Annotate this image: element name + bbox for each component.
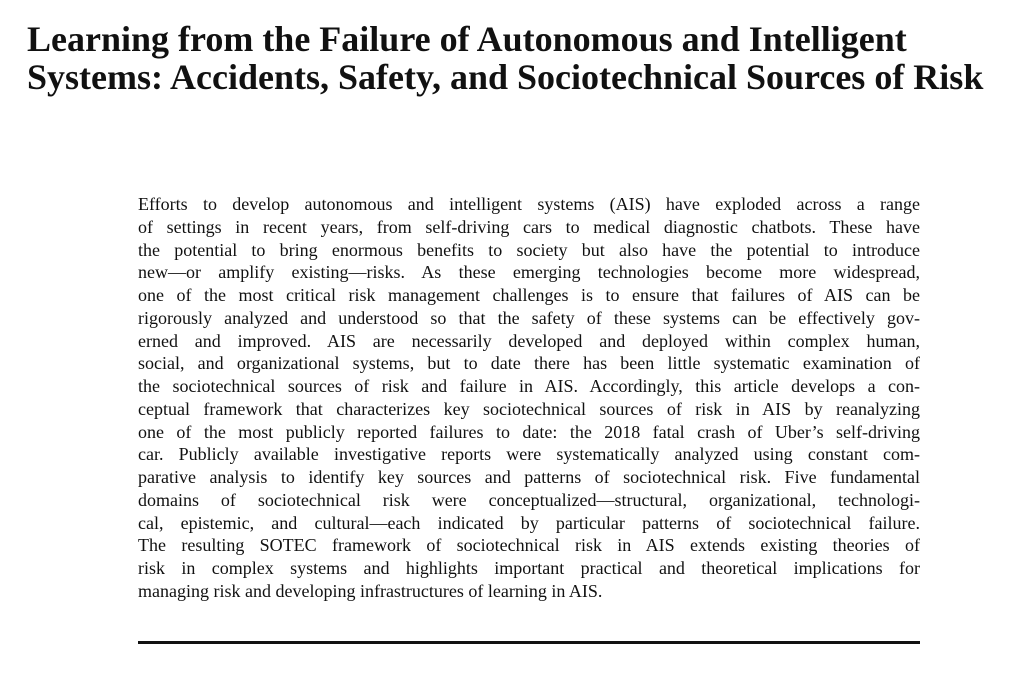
abstract-line: one of the most critical risk management challenges is to ensure that failures of AIS can be [138,285,920,305]
abstract [138,193,920,603]
abstract-line: managing risk and developing infrastructures of learning in AIS. [138,580,603,601]
abstract-line: parative analysis to identify key sources and patterns of sociotechnical risk. Five fundamental [138,467,920,487]
abstract-line: ceptual framework that characterizes key sociotechnical sources of risk in AIS by reanalyzing [138,398,920,419]
abstract-line: the sociotechnical sources of risk and failure in AIS. Accordingly, this article develops a con- [138,376,920,396]
abstract-line: one of the most publicly reported failures to date: the 2018 fatal crash of Uber’s self-driving [138,421,920,442]
abstract-line: The resulting SOTEC framework of sociotechnical risk in AIS extends existing theories of [138,535,920,556]
abstract-line: social, and organizational systems, but to date there has been little systematic examination of [138,353,920,374]
abstract-line: the potential to bring enormous benefits to society but also have the potential to introduce [138,239,920,260]
abstract-line: Efforts to develop autonomous and intelligent systems (AIS) have exploded across a range [138,194,920,214]
abstract-line: erned and improved. AIS are necessarily developed and deployed within complex human, [138,330,920,351]
abstract-line: domains of sociotechnical risk were conceptualized—structural, organizational, technologi- [138,489,920,510]
abstract-line: car. Publicly available investigative reports were systematically analyzed using constant com- [138,444,920,465]
abstract-line: of settings in recent years, from self-driving cars to medical diagnostic chatbots. These have [138,216,920,237]
abstract-line: cal, epistemic, and cultural—each indicated by particular patterns of sociotechnical failure. [138,512,920,533]
section-divider [138,641,920,644]
abstract-line: rigorously analyzed and understood so that the safety of these systems can be effectively gov- [138,307,920,328]
abstract-line: new—or amplify existing—risks. As these emerging technologies become more widespread, [138,262,920,283]
article-title: Learning from the Failure of Autonomous and Intelligent Systems: Accidents, Safety, and Sociotechnical Sources of Risk [27,19,984,97]
abstract-line: risk in complex systems and highlights important practical and theoretical implications for [138,558,920,578]
